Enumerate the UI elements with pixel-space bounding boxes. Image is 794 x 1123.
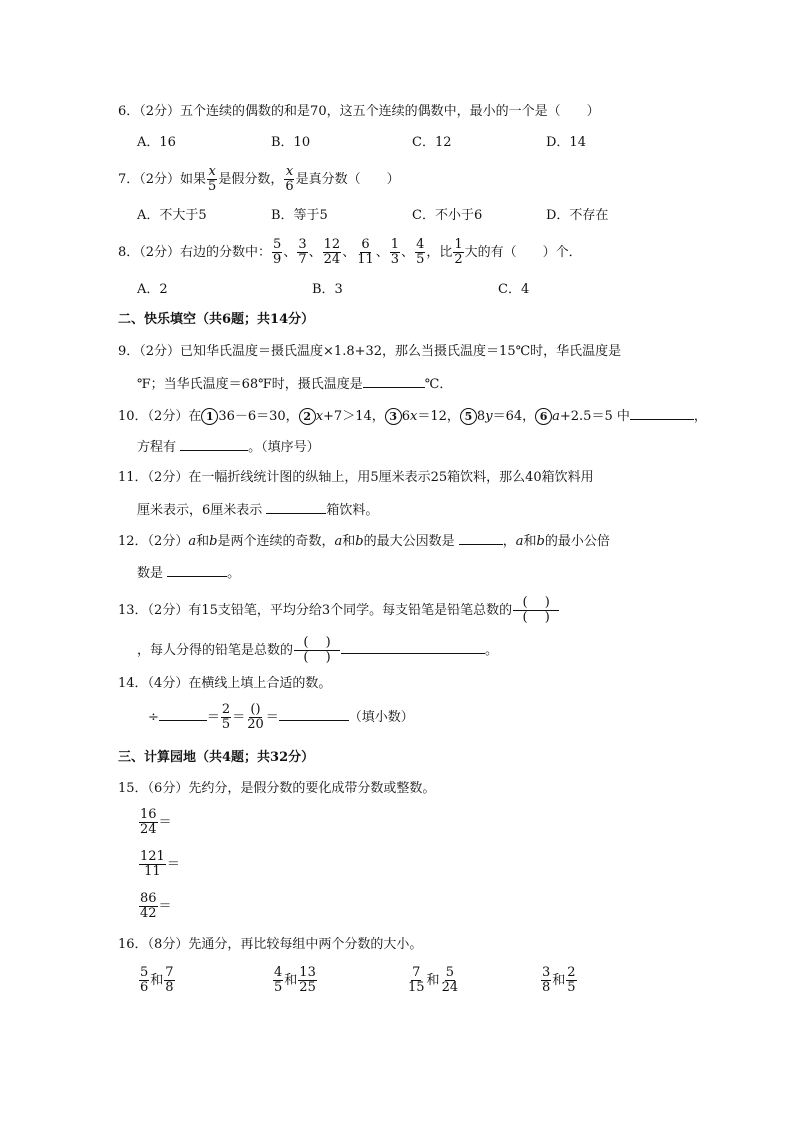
he: 和 [150,973,164,988]
q16-pair-2[interactable] [272,966,318,995]
fraction [415,238,425,267]
question-14-expression [148,703,414,733]
q12-text-4: 的最小公倍 [544,534,610,549]
fraction-numerator: 7 [412,965,421,980]
circled-number-3: 3 [385,408,402,425]
fraction-numerator: 5 [140,965,149,980]
section-3-heading: 三、计算园地（共4题；共32分） [118,750,315,765]
fraction-denominator: 42 [140,906,157,921]
equals-sign: ＝ [158,815,172,830]
answer-blank[interactable] [180,438,248,451]
fraction-numerator: 121 [140,849,165,864]
q6-option-c[interactable]: C．12 [412,135,452,150]
fraction-denominator: 20 [247,717,264,732]
fraction-denominator: 11 [357,252,374,267]
q16-pair-4[interactable] [540,966,578,995]
fraction-denominator: 15 [408,980,425,995]
fraction [272,238,282,267]
fraction-denominator: 5 [416,252,425,267]
fraction-denominator: 9 [273,252,282,267]
fraction-blank-over-20[interactable] [246,703,265,732]
var-y: y [485,409,493,424]
question-15-stem: 15．（6分）先约分，是假分数的要化成带分数或整数。 [118,781,436,796]
answer-blank[interactable] [363,375,425,388]
coef-6: 6 [401,409,411,424]
q12-text-6: 。 [227,566,241,581]
q6-option-d[interactable]: D．14 [546,135,586,150]
paren-close: ) [325,635,331,650]
separator: 、 [401,245,415,260]
q8-option-b[interactable]: B．3 [312,282,343,297]
answer-blank[interactable] [279,708,349,721]
q8-option-a[interactable]: A．2 [137,282,168,297]
fraction-denominator: 7 [298,252,307,267]
fraction-x-over-6 [284,165,294,194]
fraction [356,238,375,267]
fraction-numerator: 5 [273,237,282,252]
q7-mid: 是假分数， [218,172,284,187]
he: 和 [342,534,356,549]
q12-text-3: ， [502,534,516,549]
coef-8: 8 [476,409,486,424]
fraction-numerator: 13 [299,965,316,980]
fraction [164,966,174,995]
fraction-numerator: 2 [221,702,231,717]
circled-number-2: 2 [299,408,316,425]
separator: 、 [283,245,297,260]
fraction-numerator: 1 [454,237,463,252]
fraction [390,238,400,267]
fraction [139,808,158,837]
blank-numerator[interactable] [294,636,340,651]
paren-close: ) [544,610,550,625]
circled-number-1: 1 [201,408,218,425]
fraction [541,966,551,995]
answer-blank[interactable] [459,532,503,545]
q10-text-a: 方程有 [137,440,177,455]
fraction [273,966,283,995]
fraction [139,966,149,995]
q8-prefix: 8．（2分）右边的分数中： [118,245,272,260]
equation-3: ＝12， [417,409,460,424]
question-10-line-2 [137,438,320,456]
he: 和 [552,973,566,988]
fraction-denominator: 24 [140,822,157,837]
fraction-numerator: 2 [567,965,576,980]
section-2-heading: 二、快乐填空（共6题；共14分） [118,312,315,327]
he: 和 [284,973,298,988]
fraction-denominator: 11 [144,864,161,879]
blank-numerator[interactable] [513,596,559,611]
equals-sign: ＝ [158,899,172,914]
q9-text-a: ℉；当华氏温度＝68℉时，摄氏温度是 [137,377,363,392]
fraction-denominator: 24 [441,980,459,995]
fraction-denominator: 2 [454,252,463,267]
q7-option-b[interactable]: B．等于5 [271,208,328,223]
question-14-stem: 14．（4分）在横线上填上合适的数。 [118,676,332,691]
fraction [139,850,166,879]
q13-text-3: 。 [485,643,499,658]
fraction-numerator: 5 [445,965,454,980]
var-a: a [188,534,197,549]
fraction [407,966,426,995]
q11-text-a: 厘米表示，6厘米表示 [137,503,263,518]
question-9-line-1: 9．（2分）已知华氏温度＝摄氏温度×1.8+32，那么当摄氏温度＝15℃时，华氏温度是 [118,344,622,359]
question-13-line-1 [118,596,560,626]
question-11-line-1: 11．（2分）在一幅折线统计图的纵轴上，用5厘米表示25箱饮料，那么40箱饮料用 [118,470,594,485]
q7-option-d[interactable]: D．不存在 [546,208,609,223]
fraction-numerator: 16 [140,807,157,822]
he: 和 [523,534,537,549]
divide-sign: ÷ [148,710,159,725]
equation-5: ＝64， [492,409,536,424]
fraction-denominator: 3 [390,252,400,267]
paren-close: ) [544,595,550,610]
q7-option-a[interactable]: A．不大于5 [137,208,207,223]
fraction-denominator: 5 [274,980,283,995]
paren-close: ) [325,650,331,665]
q6-option-a[interactable]: A．16 [137,135,176,150]
var-b: b [209,534,218,549]
var-a: a [515,534,524,549]
fraction-numerator: x [285,164,294,179]
fill-decimal-note: （填小数） [348,710,414,725]
separator: 、 [308,245,322,260]
circled-number-5: 5 [460,408,477,425]
q16-pair-1[interactable] [138,966,176,995]
paren-open: ( [522,610,528,625]
equation-6: +2.5＝5 中 [559,409,630,424]
question-11-line-2 [137,501,378,519]
equals-sign: ＝ [232,710,246,725]
paren-open: ( [303,650,309,665]
fraction-numerator: 6 [361,237,370,252]
q13-text-2: ，每人分得的铅笔是总数的 [137,643,294,658]
fraction-denominator: 6 [140,980,149,995]
var-a: a [334,534,343,549]
fraction-numerator: 4 [274,965,283,980]
q8-option-c[interactable]: C．4 [498,282,530,297]
q7-suffix: 是真分数（ ） [295,172,400,187]
q10-text-b: 。（填序号） [248,440,320,455]
circled-number-6: 6 [535,408,552,425]
fraction-denominator: 6 [285,179,294,194]
fraction-denominator: 24 [323,252,341,267]
answer-blank[interactable] [159,708,207,721]
equals-sign: ＝ [166,857,180,872]
q12-prefix: 12．（2分） [118,534,189,549]
fraction-numerator: 4 [416,237,425,252]
q10-prefix: 10．（2分）在 [118,409,202,424]
q16-pair-3[interactable] [406,966,460,995]
fraction-x-over-5 [207,165,217,194]
var-b: b [536,534,545,549]
question-13-line-2 [137,636,498,666]
fraction [297,238,307,267]
q10-comma: ， [693,409,707,424]
separator: 、 [342,245,356,260]
fraction [441,966,460,995]
answer-blank[interactable] [266,501,326,514]
fraction-denominator: 8 [165,980,174,995]
equation-2: +7＞14， [323,409,385,424]
answer-blank[interactable] [630,407,694,420]
blank-denominator[interactable] [294,651,340,665]
q8-compare: ，比 [426,245,453,260]
q11-text-b: 箱饮料。 [326,503,379,518]
question-12-line-1 [118,532,610,550]
fraction-denominator: 5 [208,179,217,194]
fraction-denominator: 5 [221,717,231,732]
fraction-numerator: 12 [323,237,341,252]
q15-item-3[interactable] [138,892,172,921]
fraction-numerator: 3 [298,237,307,252]
q15-item-1[interactable] [138,808,172,837]
equation-1: 36－6＝30， [218,409,299,424]
fraction-numerator[interactable]: () [250,702,261,717]
q12-text-1: 是两个连续的奇数， [217,534,335,549]
q6-option-b[interactable]: B．10 [271,135,311,150]
fraction [298,966,317,995]
he: 和 [426,973,440,988]
fraction-denominator: 25 [299,980,316,995]
var-b: b [355,534,364,549]
var-x: x [410,409,418,424]
fraction-two-fifths [221,703,231,732]
fraction-numerator: 7 [165,965,174,980]
paren-open: ( [303,635,309,650]
separator: 、 [375,245,389,260]
q12-text-5: 数是 [137,566,164,581]
fraction-denominator: 8 [542,980,551,995]
question-10-line-1 [118,407,707,425]
fraction [566,966,576,995]
blank-denominator[interactable] [513,611,559,625]
question-9-line-2 [137,375,452,393]
answer-blank[interactable] [341,641,485,654]
q7-prefix: 7．（2分）如果 [118,172,207,187]
question-6-stem: 6．（2分）五个连续的偶数的和是70，这五个连续的偶数中，最小的一个是（ ） [118,104,600,119]
q13-text-1: 13．（2分）有15支铅笔，平均分给3个同学。每支铅笔是铅笔总数的 [118,603,513,618]
equals-sign: ＝ [265,710,279,725]
question-8-stem [118,238,582,268]
q7-option-c[interactable]: C．不小于6 [412,208,483,223]
q9-text-b: ℃． [424,377,453,392]
equals-sign: ＝ [206,710,220,725]
he: 和 [196,534,210,549]
q12-text-2: 的最大公因数是 [363,534,455,549]
fraction [323,238,342,267]
fraction-numerator: 1 [390,237,400,252]
blank-fraction[interactable] [294,636,340,665]
fraction-numerator: 3 [542,965,551,980]
blank-fraction[interactable] [513,596,559,625]
question-12-line-2 [137,564,240,582]
question-7-stem [118,165,400,195]
fraction-numerator: 86 [140,891,157,906]
paren-open: ( [522,595,528,610]
var-x: x [315,409,324,424]
fraction-one-half [453,238,463,267]
fraction [139,892,158,921]
fraction-numerator: x [208,164,216,179]
answer-blank[interactable] [167,564,227,577]
fraction-denominator: 5 [567,980,576,995]
var-a: a [552,409,560,424]
q8-suffix: 大的有（ ）个． [464,245,582,260]
q15-item-2[interactable] [138,850,180,879]
question-16-stem: 16．（8分）先通分，再比较每组中两个分数的大小。 [118,937,423,952]
